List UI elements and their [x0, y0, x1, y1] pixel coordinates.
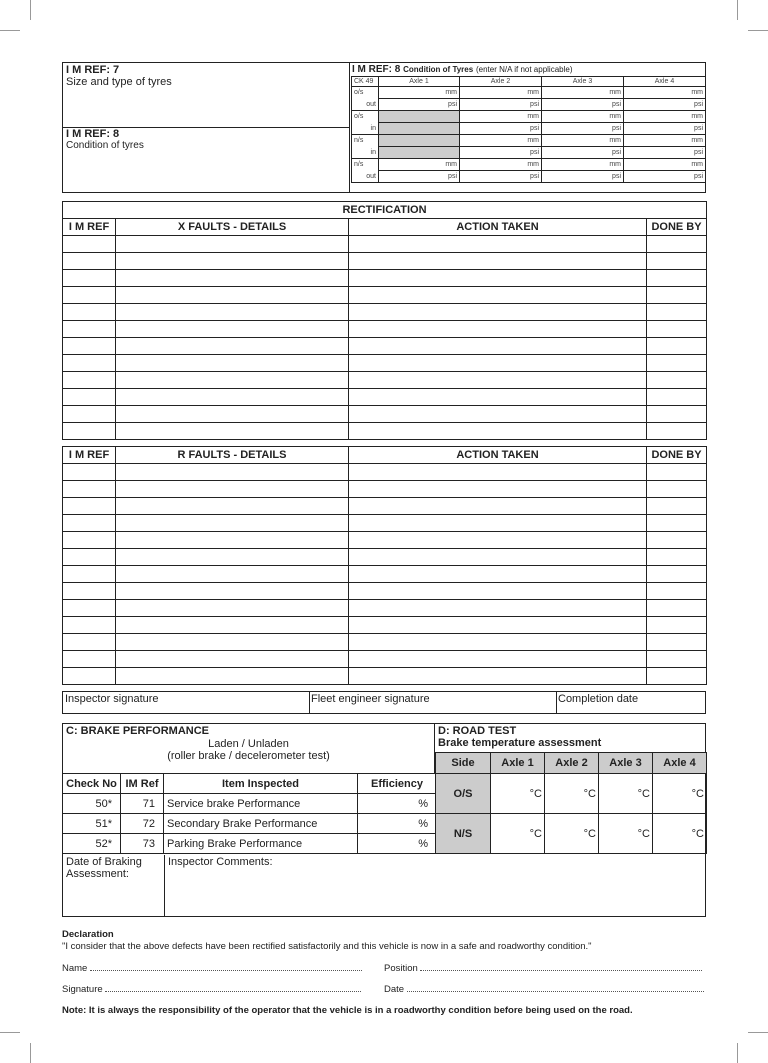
entry-cell[interactable] — [647, 423, 707, 440]
entry-cell[interactable] — [647, 355, 707, 372]
entry-cell[interactable] — [116, 498, 349, 515]
entry-cell[interactable] — [647, 498, 707, 515]
tyres-section — [62, 62, 706, 193]
road-row — [436, 774, 707, 814]
table-row — [63, 668, 707, 685]
entry-cell[interactable] — [63, 651, 116, 668]
table-row — [63, 600, 707, 617]
entry-cell[interactable] — [647, 372, 707, 389]
entry-cell[interactable] — [63, 338, 116, 355]
entry-cell[interactable] — [63, 270, 116, 287]
col-done-by: DONE BY — [647, 219, 707, 236]
check-no: 52* — [63, 834, 121, 854]
table-row — [63, 464, 707, 481]
entry-cell[interactable] — [63, 236, 116, 253]
entry-cell[interactable] — [63, 549, 116, 566]
col-action-taken: ACTION TAKEN — [349, 447, 647, 464]
entry-cell[interactable] — [63, 634, 116, 651]
entry-cell[interactable] — [63, 389, 116, 406]
entry-cell[interactable] — [116, 304, 349, 321]
declaration-text: "I consider that the above defects have been rectified satisfactorily and this vehicle is now in a safe and roadworthy condition." — [62, 941, 592, 952]
tyre-value-cell[interactable]: psi — [624, 147, 706, 159]
table-row — [63, 389, 707, 406]
table-row — [63, 355, 707, 372]
tyre-value-cell[interactable]: mm — [460, 159, 542, 171]
col-axle: Axle 4 — [653, 753, 707, 774]
table-row — [63, 515, 707, 532]
brake-row — [63, 814, 437, 834]
tyre-size-box — [63, 63, 350, 128]
tyre-row-label: out — [352, 171, 379, 183]
tyre-value-cell[interactable]: mm — [624, 135, 706, 147]
tyre-value-cell[interactable]: psi — [542, 147, 624, 159]
entry-cell[interactable] — [116, 406, 349, 423]
tyre-value-cell[interactable]: psi — [542, 99, 624, 111]
name-line: Name — [62, 963, 372, 974]
tyre-grid — [351, 76, 706, 183]
entry-cell[interactable] — [63, 583, 116, 600]
table-row — [63, 634, 707, 651]
entry-cell[interactable] — [116, 600, 349, 617]
tyre-value-cell[interactable]: mm — [542, 111, 624, 123]
entry-cell[interactable] — [63, 304, 116, 321]
side-label: N/S — [436, 814, 491, 854]
entry-cell[interactable] — [116, 321, 349, 338]
axle-header: Axle 4 — [624, 77, 706, 87]
crop-mark — [0, 30, 20, 31]
side-label: O/S — [436, 774, 491, 814]
col-axle: Axle 1 — [491, 753, 545, 774]
entry-cell[interactable] — [349, 668, 647, 685]
entry-cell[interactable] — [116, 634, 349, 651]
road-subtitle: Brake temperature assessment — [438, 737, 602, 749]
col-item-inspected: Item Inspected — [164, 774, 358, 794]
tyre-value-cell[interactable] — [379, 147, 460, 159]
brake-test-type: (roller brake / decelerometer test) — [167, 750, 330, 762]
declaration-title: Declaration — [62, 929, 114, 940]
entry-cell[interactable] — [349, 406, 647, 423]
rectification-title: RECTIFICATION — [63, 202, 707, 219]
crop-mark — [737, 1043, 738, 1063]
entry-cell[interactable] — [647, 668, 707, 685]
entry-cell[interactable] — [647, 321, 707, 338]
entry-cell[interactable] — [647, 270, 707, 287]
x-faults-table — [62, 201, 707, 440]
tyre-grid-title: I M REF: 8 Condition of Tyres (enter N/A if not applicable) — [352, 64, 573, 75]
entry-cell[interactable] — [647, 600, 707, 617]
tyre-row-label: o/s — [352, 111, 379, 123]
table-row — [63, 253, 707, 270]
entry-cell[interactable] — [349, 355, 647, 372]
tyre-value-cell[interactable]: psi — [460, 171, 542, 183]
entry-cell[interactable] — [349, 270, 647, 287]
entry-cell[interactable] — [349, 583, 647, 600]
tyre-value-cell[interactable]: psi — [542, 123, 624, 135]
col-r-details: R FAULTS - DETAILS — [116, 447, 349, 464]
item-inspected: Parking Brake Performance — [164, 834, 358, 854]
col-im-ref: IM Ref — [121, 774, 164, 794]
entry-cell[interactable] — [63, 406, 116, 423]
table-row — [63, 651, 707, 668]
table-row — [63, 287, 707, 304]
entry-cell[interactable] — [116, 287, 349, 304]
road-title: D: ROAD TEST — [438, 725, 517, 737]
braking-date-label: Date of Braking Assessment: — [63, 855, 165, 917]
temperature-cell[interactable]: °C — [545, 814, 599, 854]
brake-row — [63, 834, 437, 854]
entry-cell[interactable] — [63, 532, 116, 549]
entry-cell[interactable] — [647, 338, 707, 355]
entry-cell[interactable] — [349, 236, 647, 253]
entry-cell[interactable] — [116, 389, 349, 406]
efficiency[interactable]: % — [358, 834, 437, 854]
inspector-comments-label: Inspector Comments: — [168, 856, 273, 868]
entry-cell[interactable] — [349, 498, 647, 515]
table-row — [63, 270, 707, 287]
entry-cell[interactable] — [647, 236, 707, 253]
entry-cell[interactable] — [647, 651, 707, 668]
table-row — [63, 566, 707, 583]
entry-cell[interactable] — [116, 355, 349, 372]
col-axle: Axle 3 — [599, 753, 653, 774]
fleet-engineer-signature-field[interactable]: Fleet engineer signature — [309, 691, 557, 714]
entry-cell[interactable] — [349, 423, 647, 440]
entry-cell[interactable] — [63, 372, 116, 389]
table-row — [63, 372, 707, 389]
temperature-cell[interactable]: °C — [599, 774, 653, 814]
entry-cell[interactable] — [647, 515, 707, 532]
responsibility-note: Note: It is always the responsibility of the operator that the vehicle is in a roadworthy condition before being used on the road. — [62, 1005, 633, 1016]
entry-cell[interactable] — [63, 515, 116, 532]
tyre-value-cell[interactable]: psi — [460, 123, 542, 135]
tyre-value-cell[interactable]: mm — [624, 87, 706, 99]
ref8-text: Condition of tyres — [66, 140, 144, 151]
col-done-by: DONE BY — [647, 447, 707, 464]
tyre-value-cell[interactable]: mm — [542, 87, 624, 99]
entry-cell[interactable] — [349, 304, 647, 321]
entry-cell[interactable] — [116, 481, 349, 498]
brake-road-section — [62, 723, 706, 917]
entry-cell[interactable] — [349, 634, 647, 651]
entry-cell[interactable] — [63, 600, 116, 617]
tyre-value-cell[interactable]: psi — [624, 99, 706, 111]
table-row — [63, 321, 707, 338]
tyre-value-cell[interactable]: mm — [542, 159, 624, 171]
tyre-row-label: n/s — [352, 159, 379, 171]
tyre-row-label: in — [352, 123, 379, 135]
tyre-value-cell[interactable]: mm — [460, 135, 542, 147]
table-row — [63, 549, 707, 566]
entry-cell[interactable] — [116, 372, 349, 389]
entry-cell[interactable] — [349, 481, 647, 498]
temperature-cell[interactable]: °C — [491, 774, 545, 814]
entry-cell[interactable] — [63, 287, 116, 304]
table-row — [63, 583, 707, 600]
entry-cell[interactable] — [116, 532, 349, 549]
entry-cell[interactable] — [116, 236, 349, 253]
col-x-details: X FAULTS - DETAILS — [116, 219, 349, 236]
axle-header: Axle 3 — [542, 77, 624, 87]
entry-cell[interactable] — [647, 389, 707, 406]
col-side: Side — [436, 753, 491, 774]
entry-cell[interactable] — [647, 532, 707, 549]
tyre-value-cell[interactable]: mm — [379, 159, 460, 171]
entry-cell[interactable] — [349, 549, 647, 566]
entry-cell[interactable] — [349, 532, 647, 549]
tyre-value-cell[interactable]: psi — [379, 99, 460, 111]
entry-cell[interactable] — [63, 321, 116, 338]
entry-cell[interactable] — [63, 481, 116, 498]
entry-cell[interactable] — [116, 566, 349, 583]
entry-cell[interactable] — [647, 566, 707, 583]
table-row — [63, 481, 707, 498]
entry-cell[interactable] — [349, 321, 647, 338]
col-axle: Axle 2 — [545, 753, 599, 774]
crop-mark — [748, 1032, 768, 1033]
col-efficiency: Efficiency — [358, 774, 437, 794]
tyre-condition-box — [63, 127, 350, 192]
ref7-text: Size and type of tyres — [66, 76, 172, 88]
entry-cell[interactable] — [647, 304, 707, 321]
completion-date-field[interactable]: Completion date — [556, 691, 706, 714]
entry-cell[interactable] — [63, 498, 116, 515]
date-line: Date — [384, 984, 706, 995]
entry-cell[interactable] — [63, 355, 116, 372]
check-no: 51* — [63, 814, 121, 834]
tyre-value-cell[interactable]: mm — [624, 159, 706, 171]
col-action-taken: ACTION TAKEN — [349, 219, 647, 236]
brake-title: C: BRAKE PERFORMANCE — [66, 725, 209, 737]
entry-cell[interactable] — [63, 423, 116, 440]
entry-cell[interactable] — [116, 668, 349, 685]
col-im-ref: I M REF — [63, 219, 116, 236]
entry-cell[interactable] — [349, 287, 647, 304]
efficiency[interactable]: % — [358, 814, 437, 834]
entry-cell[interactable] — [647, 253, 707, 270]
table-row — [63, 338, 707, 355]
temperature-cell[interactable]: °C — [653, 814, 707, 854]
r-faults-table — [62, 446, 707, 685]
entry-cell[interactable] — [116, 651, 349, 668]
tyre-value-cell[interactable]: psi — [460, 147, 542, 159]
table-row — [63, 532, 707, 549]
entry-cell[interactable] — [116, 270, 349, 287]
entry-cell[interactable] — [116, 423, 349, 440]
col-im-ref: I M REF — [63, 447, 116, 464]
brake-header — [63, 724, 435, 773]
entry-cell[interactable] — [349, 389, 647, 406]
name-field[interactable] — [90, 970, 362, 971]
tyre-row-label: n/s — [352, 135, 379, 147]
table-row — [63, 304, 707, 321]
brake-row — [63, 794, 437, 814]
entry-cell[interactable] — [647, 287, 707, 304]
entry-cell[interactable] — [116, 338, 349, 355]
entry-cell[interactable] — [647, 549, 707, 566]
road-header — [435, 724, 705, 752]
date-field[interactable] — [407, 991, 704, 992]
entry-cell[interactable] — [647, 634, 707, 651]
entry-cell[interactable] — [63, 566, 116, 583]
signature-line: Signature — [62, 984, 372, 995]
tyre-value-cell[interactable]: psi — [624, 171, 706, 183]
entry-cell[interactable] — [63, 253, 116, 270]
axle-header: Axle 1 — [379, 77, 460, 87]
ref7-title: I M REF: 7 — [66, 64, 120, 76]
entry-cell[interactable] — [63, 668, 116, 685]
entry-cell[interactable] — [116, 253, 349, 270]
entry-cell[interactable] — [116, 464, 349, 481]
col-check-no: Check No — [63, 774, 121, 794]
inspector-signature-field[interactable]: Inspector signature — [62, 691, 310, 714]
entry-cell[interactable] — [647, 583, 707, 600]
temperature-cell[interactable]: °C — [491, 814, 545, 854]
item-inspected: Secondary Brake Performance — [164, 814, 358, 834]
crop-mark — [30, 0, 31, 20]
table-row — [63, 236, 707, 253]
entry-cell[interactable] — [349, 372, 647, 389]
entry-cell[interactable] — [116, 515, 349, 532]
entry-cell[interactable] — [349, 253, 647, 270]
tyre-value-cell[interactable]: mm — [460, 111, 542, 123]
ck49-label: CK 49 — [352, 77, 379, 87]
temperature-cell[interactable]: °C — [599, 814, 653, 854]
efficiency[interactable]: % — [358, 794, 437, 814]
tyre-value-cell[interactable] — [379, 135, 460, 147]
signature-field[interactable] — [105, 991, 361, 992]
entry-cell[interactable] — [63, 464, 116, 481]
entry-cell[interactable] — [647, 464, 707, 481]
crop-mark — [30, 1043, 31, 1063]
table-row — [63, 406, 707, 423]
table-row — [63, 423, 707, 440]
tyre-value-cell[interactable] — [379, 123, 460, 135]
entry-cell[interactable] — [116, 583, 349, 600]
entry-cell[interactable] — [63, 617, 116, 634]
temperature-cell[interactable]: °C — [653, 774, 707, 814]
tyre-value-cell[interactable]: mm — [542, 135, 624, 147]
tyre-value-cell[interactable]: mm — [379, 87, 460, 99]
road-test-table — [435, 752, 707, 854]
entry-cell[interactable] — [116, 617, 349, 634]
check-no: 50* — [63, 794, 121, 814]
entry-cell[interactable] — [349, 338, 647, 355]
crop-mark — [0, 1032, 20, 1033]
laden-unladen: Laden / Unladen — [208, 738, 289, 750]
im-ref: 73 — [121, 834, 164, 854]
tyre-value-cell[interactable] — [379, 111, 460, 123]
entry-cell[interactable] — [349, 600, 647, 617]
road-row — [436, 814, 707, 854]
tyre-row-label: in — [352, 147, 379, 159]
entry-cell[interactable] — [647, 481, 707, 498]
im-ref: 71 — [121, 794, 164, 814]
brake-table — [62, 773, 437, 854]
entry-cell[interactable] — [116, 549, 349, 566]
tyre-value-cell[interactable]: psi — [460, 99, 542, 111]
entry-cell[interactable] — [349, 651, 647, 668]
tyre-row-label: out — [352, 99, 379, 111]
tyre-grid-area — [350, 63, 706, 192]
table-row — [63, 617, 707, 634]
entry-cell[interactable] — [349, 464, 647, 481]
position-line: Position — [384, 963, 706, 974]
tyre-value-cell[interactable]: mm — [624, 111, 706, 123]
tyre-value-cell[interactable]: psi — [379, 171, 460, 183]
table-row — [63, 498, 707, 515]
position-field[interactable] — [420, 970, 702, 971]
ref8-title: I M REF: 8 — [66, 128, 120, 140]
entry-cell[interactable] — [647, 406, 707, 423]
axle-header: Axle 2 — [460, 77, 542, 87]
entry-cell[interactable] — [647, 617, 707, 634]
im-ref: 72 — [121, 814, 164, 834]
temperature-cell[interactable]: °C — [545, 774, 599, 814]
item-inspected: Service brake Performance — [164, 794, 358, 814]
tyre-value-cell[interactable]: psi — [542, 171, 624, 183]
crop-mark — [737, 0, 738, 20]
tyre-value-cell[interactable]: mm — [460, 87, 542, 99]
entry-cell[interactable] — [349, 515, 647, 532]
entry-cell[interactable] — [349, 617, 647, 634]
entry-cell[interactable] — [349, 566, 647, 583]
tyre-row-label: o/s — [352, 87, 379, 99]
crop-mark — [748, 30, 768, 31]
tyre-value-cell[interactable]: psi — [624, 123, 706, 135]
